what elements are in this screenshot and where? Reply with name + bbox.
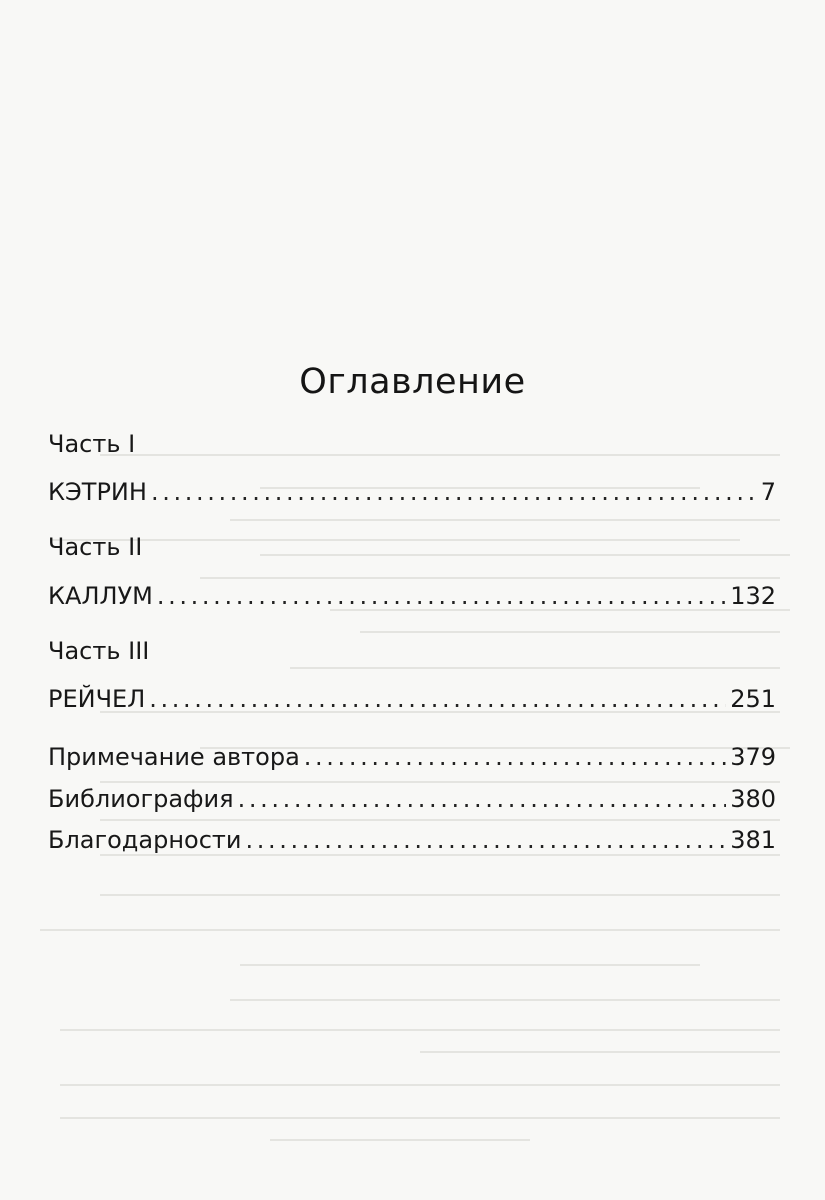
toc-entry-label: КАЛЛУМ [48, 582, 153, 610]
toc-part-heading [48, 430, 776, 470]
dot-leader [157, 582, 726, 610]
toc-part-heading [48, 533, 776, 573]
dot-leader [238, 785, 727, 813]
toc-entry-page: 132 [730, 582, 776, 610]
toc-entry [48, 826, 776, 866]
toc-entry-label: РЕЙЧЕЛ [48, 685, 146, 713]
dot-leader [151, 478, 757, 506]
toc-entry-label: Часть I [48, 430, 136, 458]
dot-leader [246, 826, 727, 854]
toc-entry-label: Часть III [48, 637, 150, 665]
toc-title: Оглавление [299, 362, 526, 402]
toc-entry-page: 381 [730, 826, 776, 854]
toc-entry-page: 251 [730, 685, 776, 713]
toc-entry-label: Примечание автора [48, 743, 300, 771]
toc-entry-page: 379 [730, 743, 776, 771]
toc-entry [48, 743, 776, 783]
dot-leader [304, 743, 726, 771]
toc-entry [48, 685, 776, 725]
toc-entry [48, 785, 776, 825]
dot-leader [149, 685, 726, 713]
toc-entry [48, 582, 776, 622]
toc-entry-label: Благодарности [48, 826, 242, 854]
toc-part-heading [48, 637, 776, 677]
toc-entry-page: 7 [760, 478, 776, 506]
toc-entry [48, 478, 776, 518]
toc-entry-label: Часть II [48, 533, 143, 561]
toc-entry-label: Библиография [48, 785, 234, 813]
toc-entry-label: КЭТРИН [48, 478, 147, 506]
toc-entry-page: 380 [730, 785, 776, 813]
